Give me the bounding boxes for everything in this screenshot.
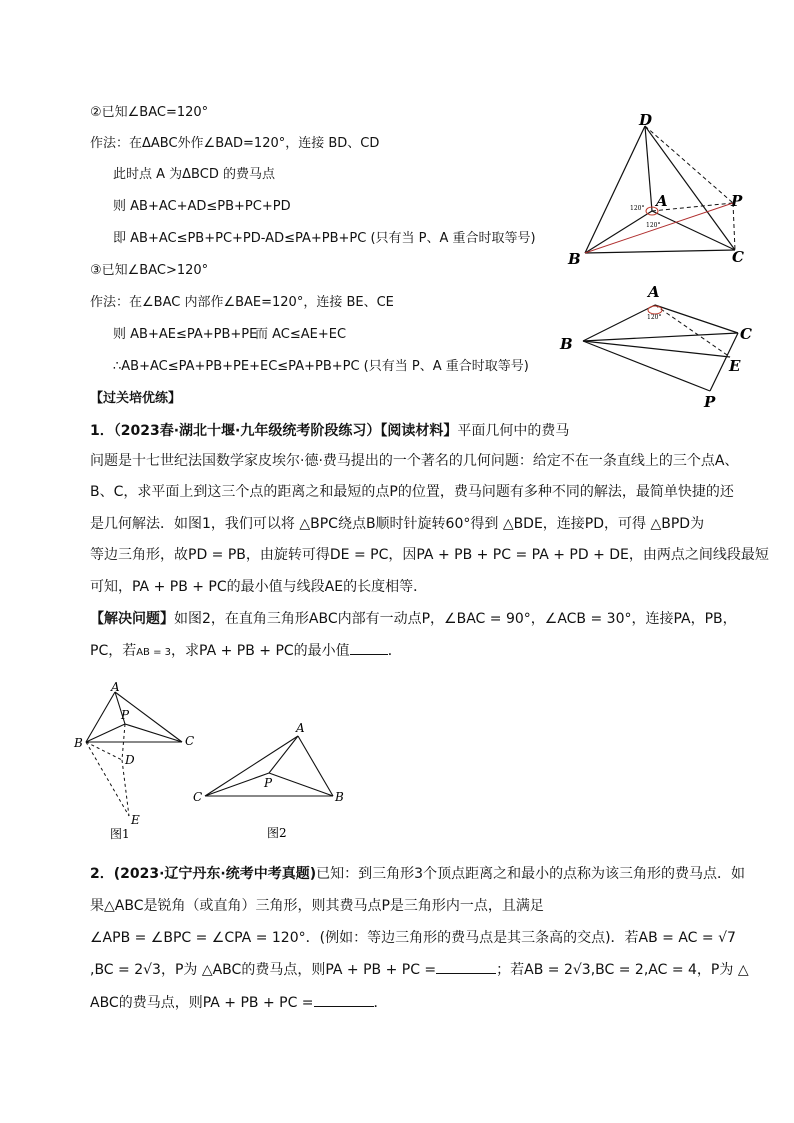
label-b: B xyxy=(74,736,83,750)
section3-step1a: 则 AB+AE≤PA+PB+PE xyxy=(113,327,258,342)
label-d: D xyxy=(639,111,653,129)
label-c: C xyxy=(193,790,203,804)
q2-number: 2． xyxy=(90,866,114,882)
q2-source: (2023·辽宁丹东·统考中考真题) xyxy=(113,866,317,882)
label-b: B xyxy=(335,790,344,804)
q2-line4a: ,BC = 2√3，P为 △ABC的费马点，则PA + PB + PC = xyxy=(90,962,437,978)
section2-step1: 此时点 A 为ΔBCD 的费马点 xyxy=(113,167,275,182)
angle-mark xyxy=(648,306,662,314)
section3-step2: ∴AB+AC≤PA+PB+PE+EC≤PA+PB+PC (只有当 P、A 重合时取等号) xyxy=(113,359,529,374)
edge-dc xyxy=(645,126,735,250)
q1-solve-tag: 【解决问题】 xyxy=(90,611,174,627)
figure-2-caption: 图2 xyxy=(267,826,287,840)
dash-bd xyxy=(86,742,122,760)
section3-method: 作法：在∠BAC 内部作∠BAE=120°，连接 BE、CE xyxy=(90,295,394,310)
q2-line5 xyxy=(90,994,388,1012)
section3-step1b: 而 AC≤AE+EC xyxy=(255,327,347,342)
q2-line5a: ABC的费马点，则PA + PB + PC = xyxy=(90,995,314,1011)
dash-ae xyxy=(655,305,730,357)
q1-answer-blank[interactable] xyxy=(350,642,388,655)
label-p: P xyxy=(121,708,130,722)
q1-line7-wrap xyxy=(90,610,737,628)
label-b: B xyxy=(560,335,573,353)
q2-line4 xyxy=(90,961,749,979)
q1-line8 xyxy=(90,642,402,662)
q1-line5: 等边三角形，故PD = PB，由旋转可得DE = PC，因PA + PB + PC = PA + PD + DE，由两点之间线段最短 xyxy=(90,547,769,563)
label-a: A xyxy=(296,721,305,735)
q1-line8-tail: ，求PA + PB + PC的最小值 xyxy=(171,643,350,659)
figure-2 xyxy=(185,718,350,843)
q2-line5b: ． xyxy=(373,995,388,1011)
label-p: P xyxy=(731,192,743,210)
edge-ab xyxy=(86,692,115,742)
edge-pa xyxy=(269,736,298,773)
q2-line1: 已知：到三角形3个顶点距离之和最小的点称为该三角形的费马点．如 xyxy=(316,866,746,882)
q2-line2: 果△ABC是锐角（或直角）三角形，则其费马点P是三角形内一点，且满足 xyxy=(90,898,544,914)
q1-line6: 可知，PA + PB + PC的最小值与线段AE的长度相等． xyxy=(90,579,428,595)
figure-fermat-bac-gt-120 xyxy=(555,283,760,413)
section2-step2: 则 AB+AC+AD≤PB+PC+PD xyxy=(113,199,291,214)
label-b: B xyxy=(568,250,581,268)
figure-fermat-bac-120 xyxy=(560,108,760,273)
label-e: E xyxy=(729,357,741,375)
q1-number: 1． xyxy=(90,423,114,439)
q1-line8-head: PC，若 xyxy=(90,643,137,659)
figure-1-caption: 图1 xyxy=(110,827,130,841)
q2-answer-blank-2[interactable] xyxy=(314,994,374,1007)
label-c: C xyxy=(732,248,744,266)
edge-pc xyxy=(125,724,182,742)
label-p: P xyxy=(704,393,716,411)
q1-line8-cond: AB = 3 xyxy=(136,647,172,658)
edge-bc xyxy=(585,250,735,253)
q1-line2: 问题是十七世纪法国数学家皮埃尔·德·费马提出的一个著名的几何问题：给定不在一条直线上的三个点A、 xyxy=(90,453,739,469)
q2-answer-blank-1[interactable] xyxy=(436,961,496,974)
q2-first-line xyxy=(90,865,745,883)
label-a: A xyxy=(656,192,668,210)
edge-ab xyxy=(583,305,655,341)
label-c: C xyxy=(185,734,195,748)
edge-ad xyxy=(645,126,652,211)
edge-pc xyxy=(205,773,269,796)
label-a: A xyxy=(648,283,660,301)
q1-line7: 如图2，在直角三角形ABC内部有一动点P，∠BAC = 90°，∠ACB = 30°，连接PA，PB， xyxy=(174,611,737,627)
edge-ab xyxy=(298,736,333,796)
section2-method: 作法：在ΔABC外作∠BAD=120°，连接 BD、CD xyxy=(90,136,380,151)
dash-de xyxy=(122,760,129,816)
label-e: E xyxy=(131,813,140,827)
q1-line1-tail: 平面几何中的费马 xyxy=(457,423,570,439)
dash-pc xyxy=(733,203,735,250)
q1-source: （2023春·湖北十堰·九年级统考阶段练习） xyxy=(113,423,381,439)
q2-line3: ∠APB = ∠BPC = ∠CPA = 120°．(例如：等边三角形的费马点是其三条高的交点)．若AB = AC = √7 xyxy=(90,930,736,946)
edge-ac xyxy=(655,305,738,333)
label-angle: 120° xyxy=(647,314,662,321)
practice-heading: 【过关培优练】 xyxy=(90,391,182,406)
edge-be xyxy=(583,341,730,357)
q1-line3: B、C，求平面上到这三个点的距离之和最短的点P的位置，费马问题有多种不同的解法，最简单快捷的还 xyxy=(90,484,734,500)
label-a: A xyxy=(111,680,120,694)
q1-tag: 【阅读材料】 xyxy=(380,423,458,439)
q1-line8-end: ． xyxy=(387,643,402,659)
section2-step3: 即 AB+AC≤PB+PC+PD-AD≤PA+PB+PC (只有当 P、A 重合时取等号) xyxy=(113,231,536,246)
edge-ac xyxy=(205,736,298,796)
label-c: C xyxy=(740,325,752,343)
section2-heading: ②已知∠BAC=120° xyxy=(90,105,209,120)
label-p: P xyxy=(264,776,273,790)
q2-line4b: ；若AB = 2√3,BC = 2,AC = 4，P为 △ xyxy=(496,962,749,978)
edge-pb xyxy=(269,773,333,796)
label-angle-1: 120° xyxy=(630,205,645,212)
q1-line4: 是几何解法．如图1，我们可以将 △BPC绕点B顺时针旋转60°得到 △BDE，连接PD，可得 △BPD为 xyxy=(90,516,705,532)
label-d: D xyxy=(125,753,135,767)
edge-bc xyxy=(583,333,738,341)
section3-heading: ③已知∠BAC>120° xyxy=(90,263,209,278)
label-angle-2: 120° xyxy=(646,222,661,229)
q1-first-line xyxy=(90,422,569,440)
